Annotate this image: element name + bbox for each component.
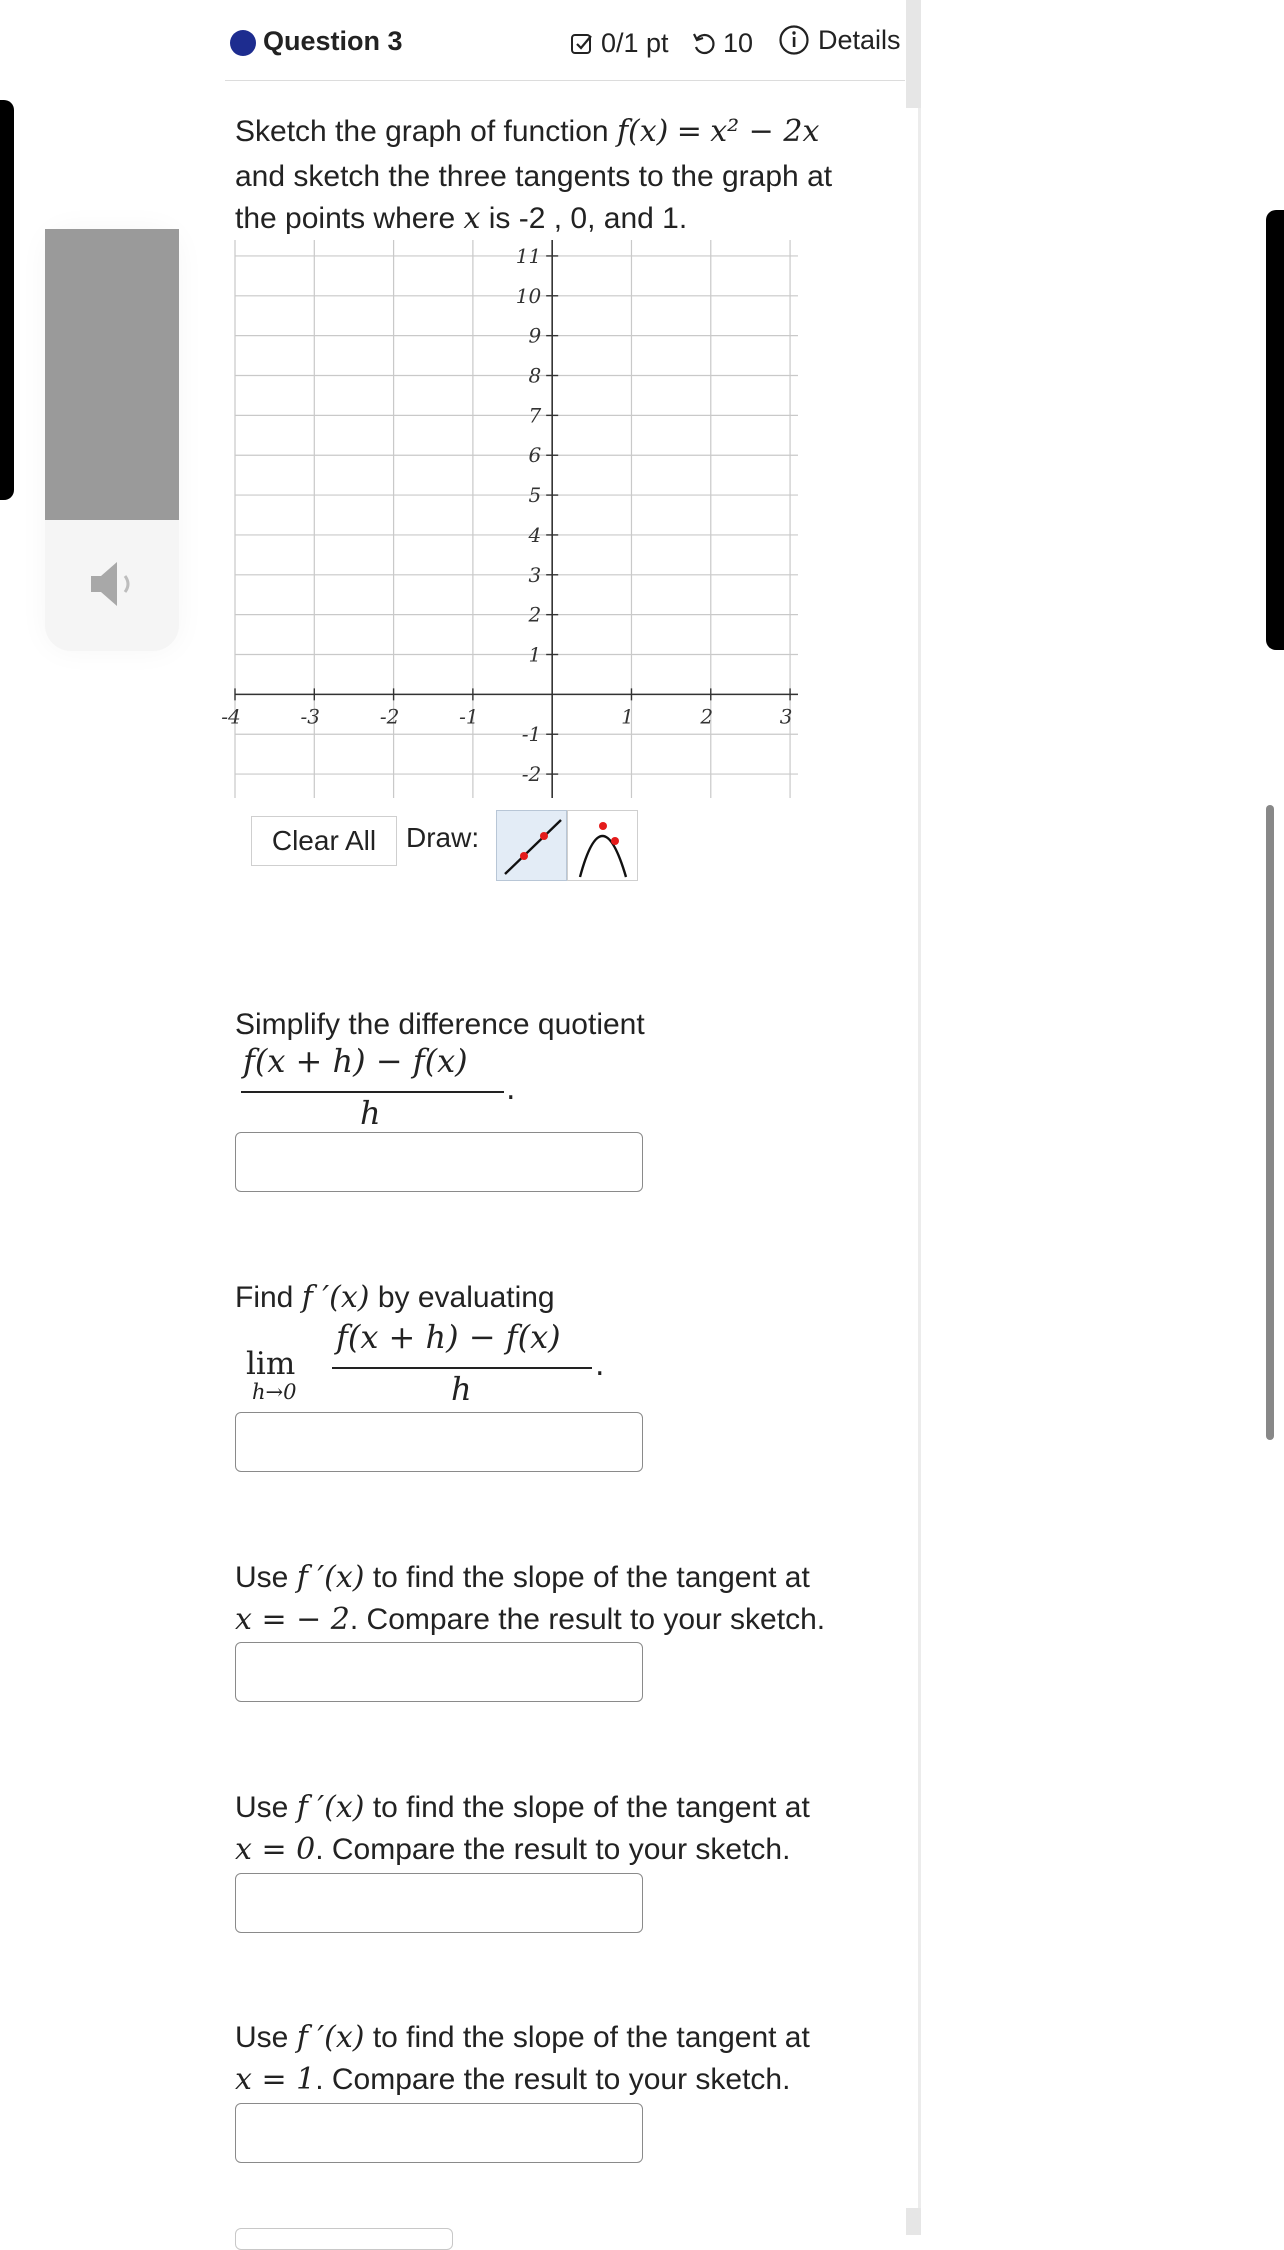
y-tick-label: 7 xyxy=(528,403,542,428)
y-tick-label: 5 xyxy=(528,483,542,508)
q1-denominator: h xyxy=(360,1094,381,1132)
volume-overlay[interactable] xyxy=(45,229,179,651)
q2-lim-sub: h→0 xyxy=(252,1380,297,1404)
y-tick-label: 4 xyxy=(528,522,542,547)
q5-rest2: . Compare the result to your sketch. xyxy=(315,2063,791,2096)
q3-line-2 xyxy=(235,1599,825,1641)
q4-use: Use xyxy=(235,1791,289,1824)
clear-all-button[interactable]: Clear All xyxy=(251,816,397,866)
function-lhs: f(x) xyxy=(616,114,669,149)
q5-rest1: to find the slope of the tangent at xyxy=(372,2021,810,2054)
speaker-icon xyxy=(85,554,145,614)
question-header xyxy=(225,20,905,81)
right-edge xyxy=(1266,210,1284,650)
x-tick-label: 3 xyxy=(779,704,793,729)
question-status-dot xyxy=(230,30,256,56)
q2-period: . xyxy=(595,1348,605,1383)
inner-scrollbar-top[interactable] xyxy=(906,0,921,108)
q3-use: Use xyxy=(235,1561,289,1594)
q3-xeq: x = − 2 xyxy=(235,1602,350,1637)
parabola-tool-button[interactable] xyxy=(567,810,638,881)
q4-line-2 xyxy=(235,1829,790,1871)
y-tick-label: 9 xyxy=(528,323,542,348)
y-tick-label: 1 xyxy=(528,642,542,667)
prompt-text: Sketch the graph of function xyxy=(235,115,609,148)
q3-fprime: f ′(x) xyxy=(296,1560,365,1595)
parabola-tool-icon xyxy=(568,811,637,880)
x-tick-label: 2 xyxy=(700,704,714,729)
y-tick-label: 10 xyxy=(515,283,542,308)
q4-answer-input[interactable] xyxy=(235,1873,643,1933)
q2-lim: lim xyxy=(246,1346,296,1382)
x-tick-label: -1 xyxy=(459,704,479,729)
y-tick-label: -1 xyxy=(521,722,542,747)
q3-line-1 xyxy=(235,1557,810,1599)
q2-denominator: h xyxy=(451,1370,472,1408)
q1-text: Simplify the difference quotient xyxy=(235,1008,645,1041)
info-icon xyxy=(778,24,810,56)
q3-rest1: to find the slope of the tangent at xyxy=(372,1561,810,1594)
q2-numerator: f(x + h) − f(x) xyxy=(336,1318,561,1356)
q1-fraction-bar xyxy=(241,1091,504,1093)
q1-period: . xyxy=(506,1072,516,1107)
graphing-area[interactable] xyxy=(221,240,798,798)
q4-rest2: . Compare the result to your sketch. xyxy=(315,1833,791,1866)
q2-by: by evaluating xyxy=(377,1281,555,1314)
y-tick-label: 2 xyxy=(528,602,542,627)
prompt-line-3 xyxy=(235,198,687,240)
left-edge xyxy=(0,100,14,500)
q5-answer-input[interactable] xyxy=(235,2103,643,2163)
prompt-text: is -2 , 0, and 1. xyxy=(488,202,688,235)
x-tick-label: 1 xyxy=(621,704,634,729)
y-tick-label: 11 xyxy=(515,243,542,268)
q2-answer-input[interactable] xyxy=(235,1412,643,1472)
volume-level-fill xyxy=(45,229,179,520)
content-divider xyxy=(918,0,921,2235)
q4-fprime: f ′(x) xyxy=(296,1790,365,1825)
q4-xeq: x = 0 xyxy=(235,1832,316,1867)
q3-answer-input[interactable] xyxy=(235,1642,643,1702)
q5-line-2 xyxy=(235,2059,790,2101)
y-tick-label: 8 xyxy=(528,363,542,388)
q5-xeq: x = 1 xyxy=(235,2062,316,2097)
q5-fprime: f ′(x) xyxy=(296,2020,365,2055)
line-tool-button[interactable] xyxy=(496,810,567,881)
x-tick-label: -3 xyxy=(300,704,321,729)
draw-label: Draw: xyxy=(406,822,480,853)
score-text: 0/1 pt xyxy=(601,28,669,58)
line-tool-icon xyxy=(497,811,566,880)
retry-icon xyxy=(691,31,717,57)
prompt-line-2: and sketch the three tangents to the graph at xyxy=(235,160,833,193)
prompt-line-1 xyxy=(235,111,819,153)
q2-text xyxy=(235,1277,555,1319)
variable-x: x xyxy=(463,201,481,236)
score-indicator xyxy=(569,28,669,59)
q4-line-1 xyxy=(235,1787,810,1829)
question-title: Question 3 xyxy=(263,26,403,56)
function-rhs: x² − 2x xyxy=(710,114,820,149)
y-tick-label: 6 xyxy=(528,443,542,468)
inner-scrollbar-bottom[interactable] xyxy=(906,2208,921,2235)
tries-indicator xyxy=(691,28,753,59)
checkbox-icon xyxy=(569,31,595,57)
submit-button[interactable] xyxy=(235,2228,453,2250)
page-scrollbar[interactable] xyxy=(1266,805,1274,1440)
q3-rest2: . Compare the result to your sketch. xyxy=(349,1603,826,1636)
q2-find: Find xyxy=(235,1281,294,1314)
q5-use: Use xyxy=(235,2021,289,2054)
q5-line-1 xyxy=(235,2017,810,2059)
q1-answer-input[interactable] xyxy=(235,1132,643,1192)
x-tick-label: -4 xyxy=(221,704,241,729)
tries-text: 10 xyxy=(723,28,754,58)
y-tick-label: -2 xyxy=(521,762,542,787)
q4-rest1: to find the slope of the tangent at xyxy=(372,1791,810,1824)
q2-fprime: f ′(x) xyxy=(301,1280,370,1315)
prompt-text: the points where xyxy=(235,202,456,235)
equals-sign: = xyxy=(676,114,702,149)
q1-numerator: f(x + h) − f(x) xyxy=(243,1042,468,1080)
details-button[interactable] xyxy=(778,24,901,56)
y-tick-label: 3 xyxy=(528,562,542,587)
x-tick-label: -2 xyxy=(379,704,400,729)
details-label: Details xyxy=(818,24,901,55)
q2-fraction-bar xyxy=(332,1367,592,1369)
